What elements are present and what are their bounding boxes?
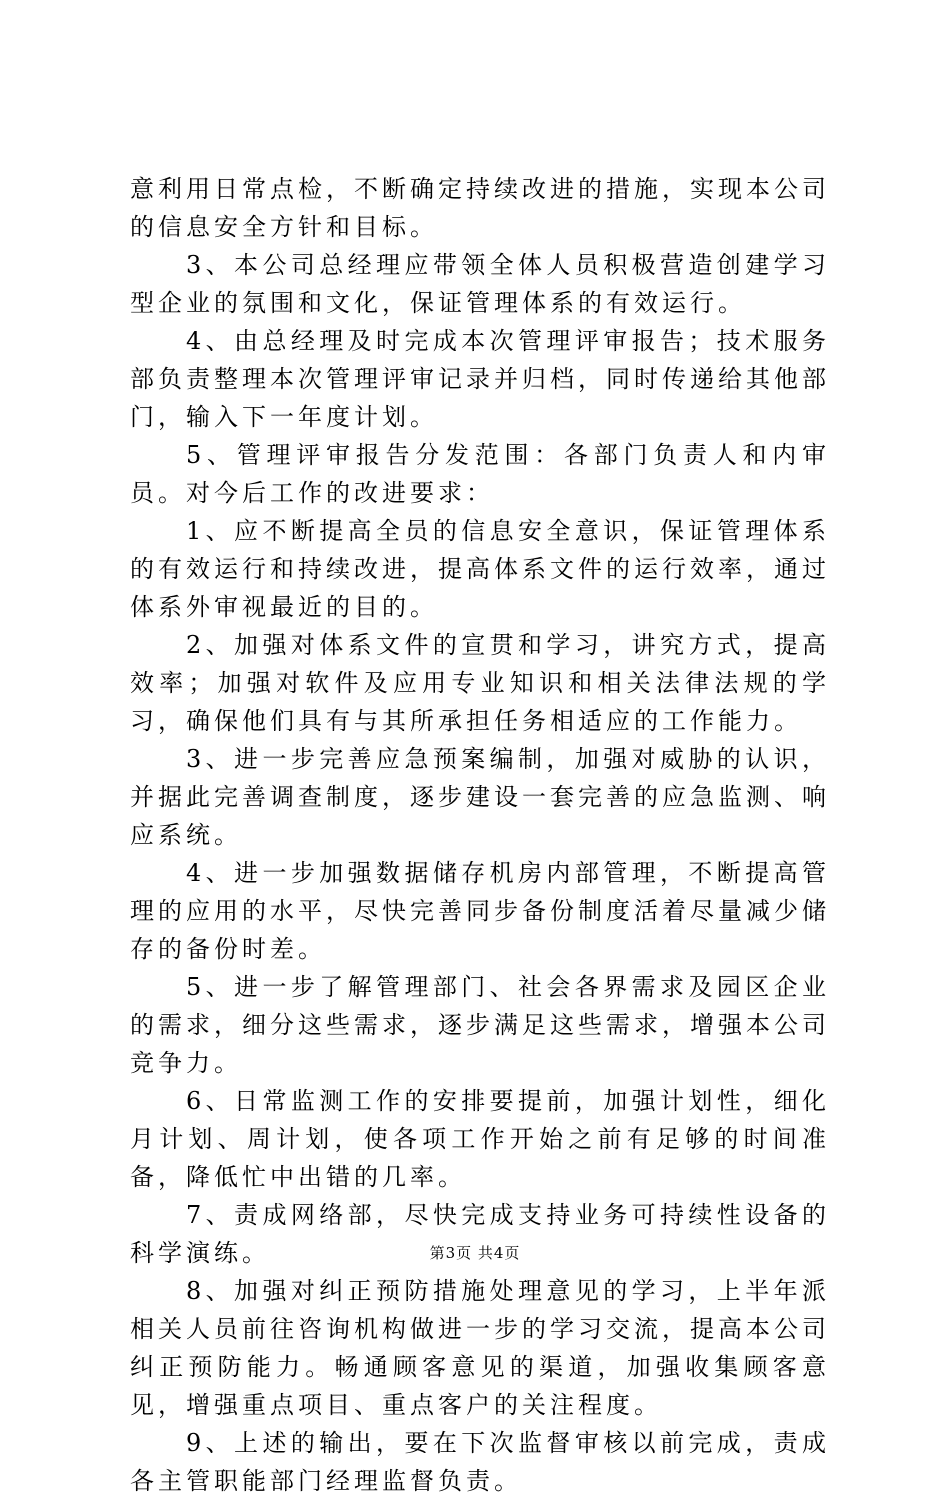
paragraph: 意利用日常点检，不断确定持续改进的措施，实现本公司的信息安全方针和目标。 bbox=[130, 175, 830, 241]
paragraph: 8、加强对纠正预防措施处理意见的学习，上半年派相关人员前往咨询机构做进一步的学习交流，提高本公司纠正预防能力。畅通顾客意见的渠道，加强收集顾客意见，增强重点项目、重点客户的关注程度。 bbox=[130, 1277, 830, 1419]
paragraph: 5、进一步了解管理部门、社会各界需求及园区企业的需求，细分这些需求，逐步满足这些需求，增强本公司竞争力。 bbox=[130, 973, 830, 1077]
page-footer: 第3页 共4页 bbox=[429, 1244, 521, 1262]
paragraph: 7、责成网络部，尽快完成支持业务可持续性设备的科学演练。 bbox=[130, 1201, 830, 1267]
paragraph: 2、加强对体系文件的宣贯和学习，讲究方式，提高效率；加强对软件及应用专业知识和相关法律法规的学习，确保他们具有与其所承担任务相适应的工作能力。 bbox=[130, 631, 830, 735]
document-body bbox=[130, 170, 830, 1500]
paragraph: 5、管理评审报告分发范围：各部门负责人和内审员。对今后工作的改进要求： bbox=[130, 441, 830, 507]
paragraph: 4、进一步加强数据储存机房内部管理，不断提高管理的应用的水平，尽快完善同步备份制度活着尽量减少储存的备份时差。 bbox=[130, 859, 830, 963]
paragraph: 1、应不断提高全员的信息安全意识，保证管理体系的有效运行和持续改进，提高体系文件的运行效率，通过体系外审视最近的目的。 bbox=[130, 517, 830, 621]
paragraph: 4、由总经理及时完成本次管理评审报告；技术服务部负责整理本次管理评审记录并归档，同时传递给其他部门，输入下一年度计划。 bbox=[130, 327, 830, 431]
paragraph: 9、上述的输出，要在下次监督审核以前完成，责成各主管职能部门经理监督负责。 bbox=[130, 1429, 830, 1495]
paragraph: 3、本公司总经理应带领全体人员积极营造创建学习型企业的氛围和文化，保证管理体系的有效运行。 bbox=[130, 251, 830, 317]
paragraph: 6、日常监测工作的安排要提前，加强计划性，细化月计划、周计划，使各项工作开始之前有足够的时间准备，降低忙中出错的几率。 bbox=[130, 1087, 830, 1191]
paragraph: 3、进一步完善应急预案编制，加强对威胁的认识，并据此完善调查制度，逐步建设一套完善的应急监测、响应系统。 bbox=[130, 745, 830, 849]
